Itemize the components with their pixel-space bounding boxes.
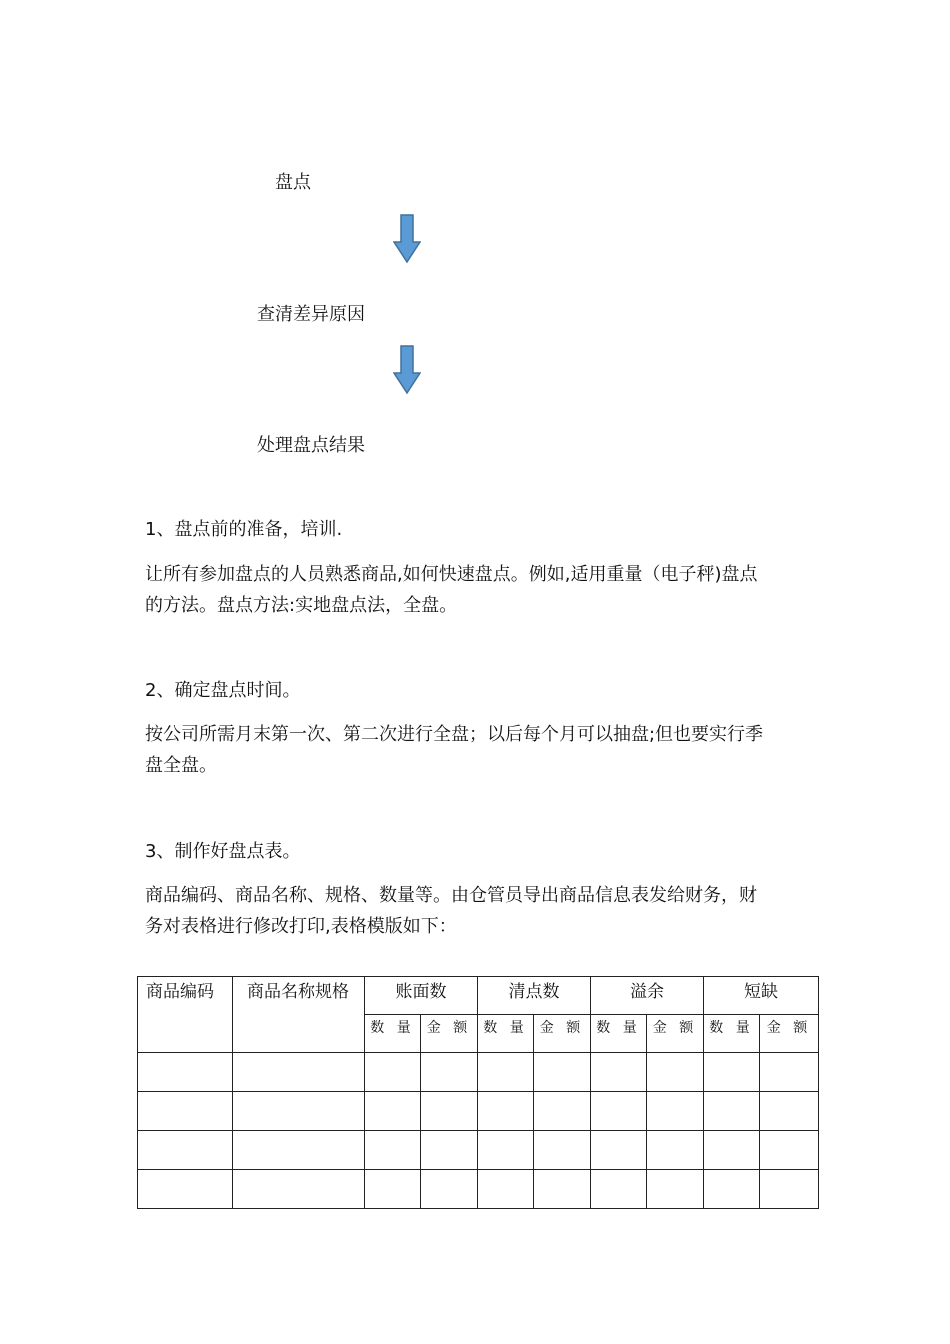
table-cell xyxy=(233,1092,365,1131)
body-line: 让所有参加盘点的人员熟悉商品,如何快速盘点。例如,适用重量（电子秤)盘点 xyxy=(145,564,758,585)
section-body xyxy=(145,719,815,781)
table-cell xyxy=(704,1131,760,1170)
table-cell xyxy=(421,1092,478,1131)
table-cell xyxy=(365,1053,421,1092)
table-cell xyxy=(478,1170,534,1209)
table-cell xyxy=(365,1131,421,1170)
table-cell xyxy=(365,1092,421,1131)
flow-step-1: 盘点 xyxy=(275,172,311,193)
table-cell xyxy=(534,1170,591,1209)
arrow-down-icon xyxy=(393,214,421,264)
table-cell xyxy=(760,1053,819,1092)
table-cell xyxy=(760,1131,819,1170)
table-cell xyxy=(647,1053,704,1092)
table-cell xyxy=(233,1053,365,1092)
header-counted-quantity: 清点数 xyxy=(478,977,591,1015)
table-cell xyxy=(704,1092,760,1131)
table-row xyxy=(138,1131,819,1170)
body-line: 商品编码、商品名称、规格、数量等。由仓管员导出商品信息表发给财务，财 xyxy=(145,885,757,906)
subheader-qty: 数 量 xyxy=(591,1015,647,1053)
table-cell xyxy=(138,1092,233,1131)
section-body xyxy=(145,559,815,621)
table-row xyxy=(138,1170,819,1209)
flow-step-2: 查清差异原因 xyxy=(257,304,365,325)
table-cell xyxy=(591,1131,647,1170)
subheader-amount: 金 额 xyxy=(421,1015,478,1053)
table-cell xyxy=(760,1170,819,1209)
table-row xyxy=(138,1053,819,1092)
subheader-amount: 金 额 xyxy=(647,1015,704,1053)
table-cell xyxy=(534,1053,591,1092)
table-cell xyxy=(704,1053,760,1092)
subheader-qty: 数 量 xyxy=(365,1015,421,1053)
arrow-down-icon xyxy=(393,345,421,395)
table-cell xyxy=(647,1170,704,1209)
header-product-name-spec: 商品名称规格 xyxy=(233,977,365,1053)
table-cell xyxy=(478,1053,534,1092)
table-cell xyxy=(647,1131,704,1170)
table-row xyxy=(138,1092,819,1131)
body-line: 盘全盘。 xyxy=(145,755,217,776)
subheader-qty: 数 量 xyxy=(704,1015,760,1053)
table-cell xyxy=(421,1131,478,1170)
subheader-amount: 金 额 xyxy=(534,1015,591,1053)
table-cell xyxy=(478,1131,534,1170)
table-cell xyxy=(233,1170,365,1209)
table-cell xyxy=(233,1131,365,1170)
table-cell xyxy=(591,1170,647,1209)
table-cell xyxy=(421,1170,478,1209)
table-cell xyxy=(534,1092,591,1131)
table-cell xyxy=(647,1092,704,1131)
table-cell xyxy=(591,1053,647,1092)
section-heading: 1、盘点前的准备，培训. xyxy=(145,519,343,540)
table-cell xyxy=(591,1092,647,1131)
body-line: 务对表格进行修改打印,表格模版如下： xyxy=(145,916,457,937)
table-cell xyxy=(421,1053,478,1092)
header-shortage: 短缺 xyxy=(704,977,819,1015)
flow-step-3: 处理盘点结果 xyxy=(257,435,365,456)
body-line: 的方法。盘点方法:实地盘点法，全盘。 xyxy=(145,595,458,616)
inventory-count-table xyxy=(137,976,819,1209)
header-book-quantity: 账面数 xyxy=(365,977,478,1015)
section-heading: 2、确定盘点时间。 xyxy=(145,680,301,701)
header-product-code: 商品编码 xyxy=(138,977,233,1053)
table-cell xyxy=(760,1092,819,1131)
table-cell xyxy=(138,1170,233,1209)
header-surplus: 溢余 xyxy=(591,977,704,1015)
subheader-qty: 数 量 xyxy=(478,1015,534,1053)
table-cell xyxy=(704,1170,760,1209)
section-body xyxy=(145,880,815,942)
table-cell xyxy=(365,1170,421,1209)
subheader-amount: 金 额 xyxy=(760,1015,819,1053)
table-cell xyxy=(534,1131,591,1170)
table-cell xyxy=(478,1092,534,1131)
body-line: 按公司所需月末第一次、第二次进行全盘；以后每个月可以抽盘;但也要实行季 xyxy=(145,724,764,745)
section-heading: 3、制作好盘点表。 xyxy=(145,841,301,862)
table-cell xyxy=(138,1131,233,1170)
table-cell xyxy=(138,1053,233,1092)
